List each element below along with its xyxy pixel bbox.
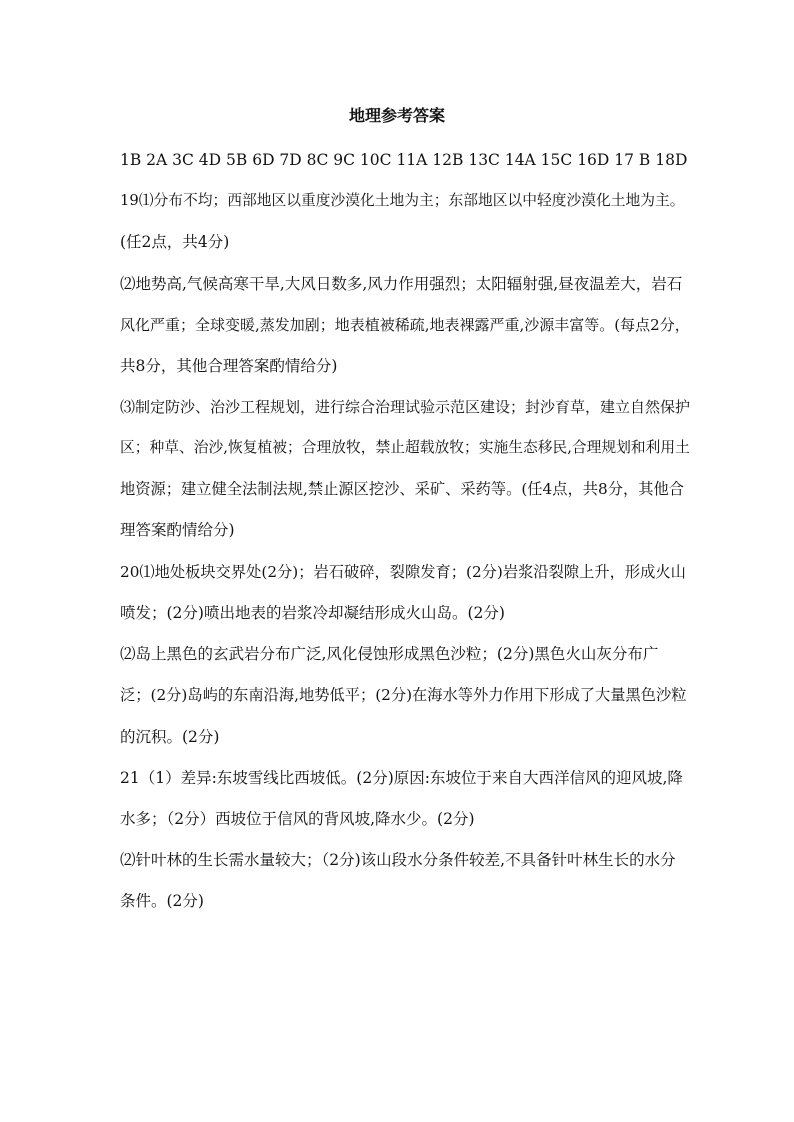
answer-line-19-1b: (任2点，共4分) [120, 233, 230, 251]
document-title: 地理参考答案 [348, 106, 445, 125]
answer-line-19-3b: 区；种草、治沙,恢复植被；合理放牧，禁止超载放牧；实施生态移民,合理规划和利用土 [120, 439, 690, 456]
answer-line-19-2b: 风化严重；全球变暖,蒸发加剧；地表植被稀疏,地表裸露严重,沙源丰富等。(每点2分， [120, 316, 690, 334]
answer-line-20-2b: 泛；(2分)岛屿的东南沿海,地势低平；(2分)在海水等外力作用下形成了大量黑色沙粒 [120, 686, 687, 704]
answer-line-19-3d: 理答案酌情给分) [120, 521, 235, 539]
answer-line-21-2b: 条件。(2分) [120, 892, 204, 910]
answer-line-21-1b: 水多；（2分）西坡位于信风的背风坡,降水少。(2分) [120, 810, 475, 828]
answer-line-20-1a: 20⑴地处板块交界处(2分)；岩石破碎，裂隙发育；(2分)岩浆沿裂隙上升，形成火山 [120, 563, 686, 581]
answer-line-19-1a: 19⑴分布不均；西部地区以重度沙漠化土地为主；东部地区以中轻度沙漠化土地为主。 [120, 192, 685, 209]
answer-line-19-3a: ⑶制定防沙、治沙工程规划，进行综合治理试验示范区建设；封沙育草，建立自然保护 [120, 398, 691, 416]
answer-line-21-2a: ⑵针叶林的生长需水量较大；（2分)该山段水分条件较差,不具备针叶林生长的水分 [120, 851, 676, 869]
answer-line-19-2a: ⑵地势高,气候高寒干旱,大风日数多,风力作用强烈；太阳辐射强,昼夜温差大，岩石 [120, 275, 683, 293]
answer-line-19-3c: 地资源；建立健全法制法规,禁止源区挖沙、采矿、采药等。(任4点，共8分，其他合 [120, 480, 684, 498]
answer-line-mc: 1B 2A 3C 4D 5B 6D 7D 8C 9C 10C 11A 12B 13C 14A 15C 16D 17 B 18D [120, 151, 688, 169]
answer-line-21-1a: 21（1）差异:东坡雪线比西坡低。(2分)原因:东坡位于来自大西洋信风的迎风坡,降 [120, 769, 683, 787]
answer-line-19-2c: 共8分，其他合理答案酌情给分) [120, 357, 338, 375]
answer-line-20-1b: 喷发；(2分)喷出地表的岩浆冷却凝结形成火山岛。(2分) [120, 604, 505, 622]
answer-line-20-2c: 的沉积。(2分) [120, 728, 220, 746]
answer-line-20-2a: ⑵岛上黑色的玄武岩分布广泛,风化侵蚀形成黑色沙粒；(2分)黑色火山灰分布广 [120, 645, 659, 663]
